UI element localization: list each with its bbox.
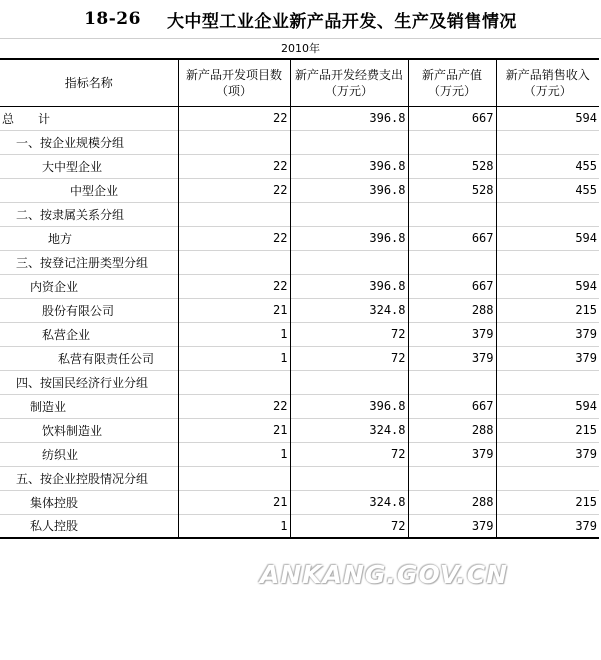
cell-output (408, 370, 496, 394)
table-row (0, 322, 599, 346)
cell-projects: 1 (178, 442, 290, 466)
page-title (0, 0, 601, 38)
table-row (0, 490, 599, 514)
cell-output (408, 250, 496, 274)
cell-expenditure: 396.8 (290, 154, 408, 178)
cell-revenue: 379 (575, 447, 597, 461)
table-row (0, 106, 599, 130)
table-title: 大中型工业企业新产品开发、生产及销售情况 (166, 11, 517, 32)
cell-expenditure: 396.8 (290, 106, 408, 130)
column-header-output: 新产品产值（万元） (408, 59, 496, 106)
column-header-indicator: 指标名称 (0, 59, 178, 106)
cell-projects: 1 (178, 346, 290, 370)
table-row (0, 394, 599, 418)
cell-revenue (496, 370, 599, 394)
cell-projects (178, 202, 290, 226)
cell-output: 528 (408, 178, 496, 202)
table-row (0, 514, 599, 538)
table-row (0, 466, 599, 490)
cell-projects: 1 (178, 322, 290, 346)
cell-output: 288 (408, 490, 496, 514)
row-name: 私营企业 (0, 322, 178, 346)
cell-revenue (496, 466, 599, 490)
row-name: 四、按国民经济行业分组 (0, 370, 178, 394)
row-name: 大中型企业 (0, 154, 178, 178)
cell-revenue: 379 (575, 351, 597, 365)
cell-revenue: 594 (575, 231, 597, 245)
row-name: 私营有限责任公司 (0, 346, 178, 370)
table-row (0, 346, 599, 370)
cell-output: 379 (408, 514, 496, 538)
cell-output: 528 (408, 154, 496, 178)
column-header-projects: 新产品开发项目数（项） (178, 59, 290, 106)
cell-projects: 22 (178, 274, 290, 298)
cell-expenditure: 396.8 (290, 178, 408, 202)
row-name: 三、按登记注册类型分组 (0, 250, 178, 274)
cell-projects (178, 370, 290, 394)
cell-revenue: 594 (575, 279, 597, 293)
cell-projects: 22 (178, 226, 290, 250)
cell-projects: 1 (178, 514, 290, 538)
cell-expenditure: 396.8 (290, 394, 408, 418)
column-header-revenue: 新产品销售收入（万元） (505, 67, 590, 98)
cell-revenue: 379 (575, 327, 597, 341)
cell-expenditure: 72 (290, 442, 408, 466)
cell-expenditure: 72 (290, 514, 408, 538)
cell-revenue (496, 130, 599, 154)
row-name: 一、按企业规模分组 (0, 130, 178, 154)
cell-expenditure (290, 250, 408, 274)
cell-revenue: 455 (575, 159, 597, 173)
cell-expenditure: 396.8 (290, 274, 408, 298)
cell-output: 379 (408, 442, 496, 466)
table-row (0, 130, 599, 154)
cell-output: 667 (408, 274, 496, 298)
column-header-expenditure: 新产品开发经费支出（万元） (290, 59, 408, 106)
cell-output: 379 (408, 346, 496, 370)
row-name: 饮料制造业 (0, 418, 178, 442)
table-row (0, 154, 599, 178)
cell-output: 379 (408, 322, 496, 346)
cell-revenue: 594 (575, 399, 597, 413)
table-row (0, 226, 599, 250)
statistics-table (0, 58, 599, 539)
cell-expenditure: 72 (290, 346, 408, 370)
cell-projects: 21 (178, 418, 290, 442)
cell-output (408, 130, 496, 154)
cell-expenditure (290, 370, 408, 394)
cell-expenditure (290, 466, 408, 490)
cell-expenditure (290, 202, 408, 226)
cell-revenue: 215 (575, 423, 597, 437)
cell-revenue: 594 (575, 111, 597, 125)
year-label: 2010年 (0, 38, 601, 59)
table-header-row (0, 59, 599, 106)
cell-revenue (496, 250, 599, 274)
table-row (0, 442, 599, 466)
cell-projects: 21 (178, 298, 290, 322)
cell-expenditure: 324.8 (290, 298, 408, 322)
cell-output: 667 (408, 226, 496, 250)
cell-projects: 22 (178, 394, 290, 418)
table-row (0, 202, 599, 226)
cell-revenue (496, 202, 599, 226)
table-row (0, 298, 599, 322)
cell-expenditure: 396.8 (290, 226, 408, 250)
cell-output: 667 (408, 106, 496, 130)
table-row (0, 418, 599, 442)
cell-expenditure: 72 (290, 322, 408, 346)
cell-projects: 22 (178, 106, 290, 130)
row-name: 中型企业 (0, 178, 178, 202)
table-row (0, 250, 599, 274)
cell-output (408, 202, 496, 226)
row-name: 五、按企业控股情况分组 (0, 466, 178, 490)
row-name: 二、按隶属关系分组 (0, 202, 178, 226)
table-row (0, 274, 599, 298)
cell-revenue: 215 (575, 495, 597, 509)
cell-projects: 21 (178, 490, 290, 514)
row-name: 总 计 (0, 106, 178, 130)
cell-output: 288 (408, 418, 496, 442)
cell-output: 667 (408, 394, 496, 418)
cell-output (408, 466, 496, 490)
row-name: 集体控股 (0, 490, 178, 514)
watermark: ANKANG.GOV.CN (260, 560, 509, 589)
cell-projects: 22 (178, 154, 290, 178)
table-row (0, 178, 599, 202)
table-row (0, 370, 599, 394)
row-name: 制造业 (0, 394, 178, 418)
row-name: 股份有限公司 (0, 298, 178, 322)
cell-revenue: 379 (575, 518, 597, 533)
cell-projects (178, 466, 290, 490)
cell-projects (178, 130, 290, 154)
cell-revenue: 215 (575, 303, 597, 317)
cell-revenue: 455 (575, 183, 597, 197)
row-name: 内资企业 (0, 274, 178, 298)
cell-output: 288 (408, 298, 496, 322)
row-name: 地方 (0, 226, 178, 250)
table-number: 18-26 (84, 9, 141, 29)
row-name: 私人控股 (0, 514, 178, 538)
row-name: 纺织业 (0, 442, 178, 466)
cell-expenditure: 324.8 (290, 418, 408, 442)
cell-expenditure: 324.8 (290, 490, 408, 514)
cell-projects: 22 (178, 178, 290, 202)
cell-projects (178, 250, 290, 274)
cell-expenditure (290, 130, 408, 154)
